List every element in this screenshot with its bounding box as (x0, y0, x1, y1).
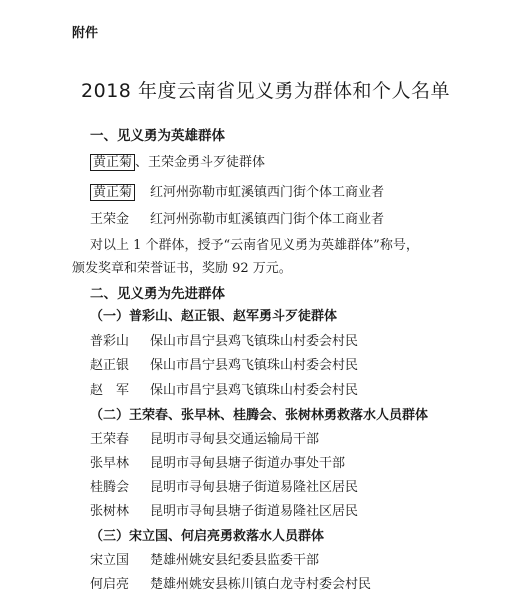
member-desc: 红河州弥勒市虹溪镇西门街个体工商业者 (150, 185, 385, 200)
member-name: 桂腾会 (90, 480, 130, 495)
member-row (90, 573, 371, 592)
member-name: 何启亮 (90, 577, 130, 592)
member-name: 普彩山 (90, 334, 130, 349)
group-title-rest: 、王荣金勇斗歹徒群体 (135, 155, 266, 170)
member-row (90, 549, 319, 568)
member-desc: 昆明市寻甸县塘子街道办事处干部 (150, 456, 346, 471)
section-heading-heroic: 一、见义勇为英雄群体 (90, 128, 225, 144)
member-name: 张树林 (90, 504, 130, 519)
group-title-heroic (90, 151, 265, 170)
member-name: 赵 军 (90, 383, 130, 398)
group-title: （三）宋立国、何启亮勇救落水人员群体 (90, 529, 325, 544)
member-row (90, 208, 384, 227)
member-desc: 楚雄州姚安县纪委县监委干部 (150, 553, 320, 568)
member-name: 赵正银 (90, 358, 130, 373)
member-row (90, 428, 319, 447)
award-note-line1: 对以上 1 个群体，授予“云南省见义勇为英雄群体”称号， (90, 238, 419, 253)
member-name: 黄正菊 (90, 181, 150, 200)
member-row (90, 379, 358, 398)
member-row (90, 500, 358, 519)
member-desc: 昆明市寻甸县交通运输局干部 (150, 432, 320, 447)
member-desc: 昆明市寻甸县塘子街道易隆社区居民 (150, 480, 359, 495)
member-name: 王荣金 (90, 212, 130, 227)
member-desc: 楚雄州姚安县栋川镇白龙寺村委会村民 (150, 577, 372, 592)
member-name: 张早林 (90, 456, 130, 471)
member-desc: 保山市昌宁县鸡飞镇珠山村委会村民 (150, 334, 359, 349)
member-row (90, 354, 358, 373)
member-desc: 红河州弥勒市虹溪镇西门街个体工商业者 (150, 212, 385, 227)
member-desc: 保山市昌宁县鸡飞镇珠山村委会村民 (150, 383, 359, 398)
member-row (90, 452, 345, 471)
section-heading-advanced: 二、见义勇为先进群体 (90, 286, 225, 302)
group-title: （二）王荣春、张早林、桂腾会、张树林勇救落水人员群体 (90, 408, 429, 423)
member-row (90, 181, 384, 200)
member-row (90, 476, 358, 495)
member-name: 王荣春 (90, 432, 130, 447)
member-row (90, 330, 358, 349)
document-title: 2018 年度云南省见义勇为群体和个人名单 (81, 80, 450, 102)
attachment-label: 附件 (72, 26, 99, 41)
member-desc: 保山市昌宁县鸡飞镇珠山村委会村民 (150, 358, 359, 373)
group-title: （一）普彩山、赵正银、赵军勇斗歹徒群体 (90, 309, 338, 324)
boxed-name: 黄正菊 (90, 154, 135, 171)
member-desc: 昆明市寻甸县塘子街道易隆社区居民 (150, 504, 359, 519)
member-name: 宋立国 (90, 553, 130, 568)
award-note-line2: 颁发奖章和荣誉证书，奖励 92 万元。 (72, 261, 292, 276)
